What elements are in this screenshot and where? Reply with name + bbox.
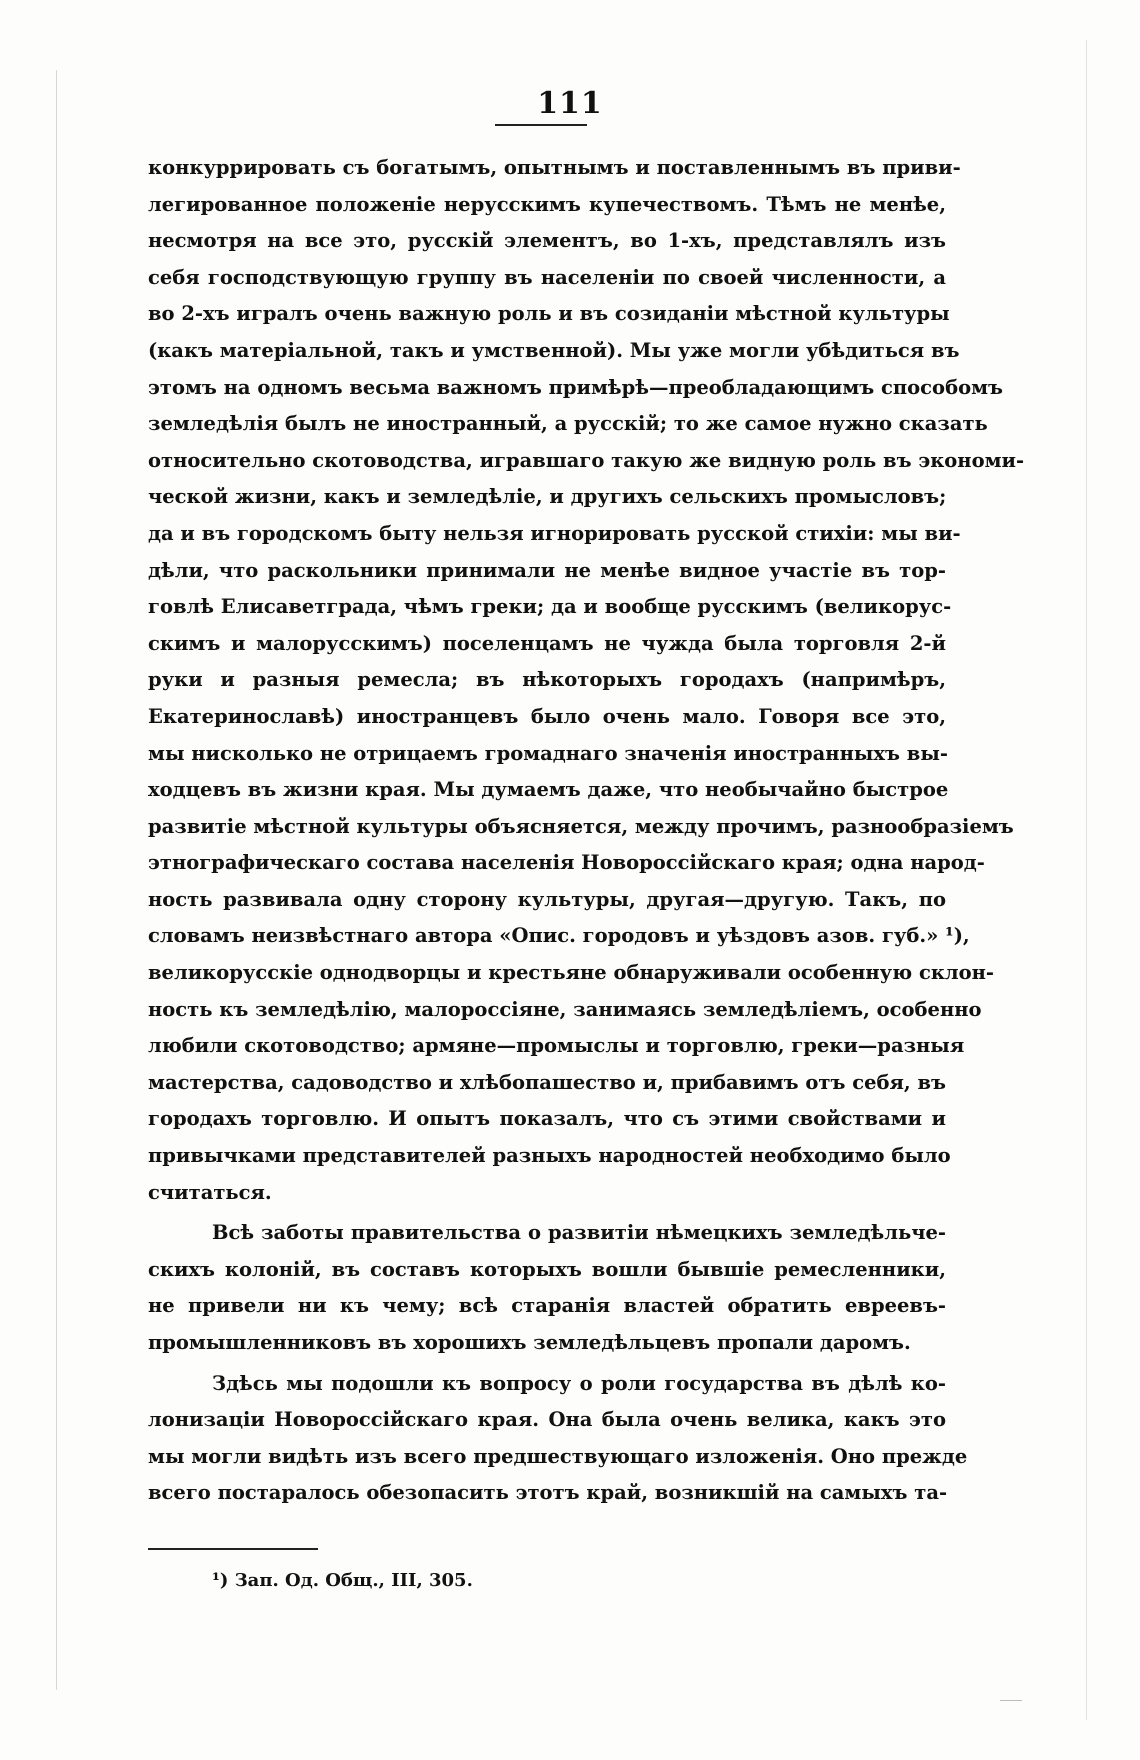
text-line: ческой жизни, какъ и земледѣліе, и другихъ сельскихъ промысловъ; xyxy=(148,485,947,509)
text-line: не привели ни къ чему; всѣ старанія властей обратить евреевъ- xyxy=(148,1294,946,1318)
text-line: всего постаралось обезопасить этотъ край, возникшій на самыхъ та- xyxy=(148,1481,948,1505)
text-line: этнографическаго состава населенія Новороссійскаго края; одна народ- xyxy=(148,851,985,875)
text-line: Всѣ заботы правительства о развитіи нѣмецкихъ земледѣльче- xyxy=(212,1221,946,1245)
text-line: любили скотоводство; армяне—промыслы и торговлю, греки—разныя xyxy=(148,1034,965,1058)
text-line: Екатеринославѣ) иностранцевъ было очень мало. Говоря все это, xyxy=(148,704,946,728)
text-line: несмотря на все это, русскій элементъ, во 1-хъ, представлялъ изъ xyxy=(148,229,946,253)
text-line: мастерства, садоводство и хлѣбопашество и, прибавимъ отъ себя, въ xyxy=(148,1070,946,1094)
text-line: относительно скотоводства, игравшаго такую же видную роль въ экономи- xyxy=(148,448,1025,472)
page-left-edge xyxy=(56,70,57,1690)
text-line: ходцевъ въ жизни края. Мы думаемъ даже, что необычайно быстрое xyxy=(148,778,949,802)
footnote-separator xyxy=(148,1548,318,1550)
text-line: мы нисколько не отрицаемъ громаднаго значенія иностранныхъ вы- xyxy=(148,741,948,765)
text-line: да и въ городскомъ быту нельзя игнорировать русской стихіи: мы ви- xyxy=(148,521,961,545)
text-line: ность развивала одну сторону культуры, другая—другую. Такъ, по xyxy=(148,887,946,911)
text-line: земледѣлія былъ не иностранный, а русскій; то же самое нужно сказать xyxy=(148,412,988,436)
text-line: скихъ колоній, въ составъ которыхъ вошли бывшіе ремесленники, xyxy=(148,1257,946,1281)
text-line: Здѣсь мы подошли къ вопросу о роли государства въ дѣлѣ ко- xyxy=(212,1371,946,1395)
text-line: мы могли видѣть изъ всего предшествующаго изложенія. Оно прежде xyxy=(148,1444,968,1468)
text-line: словамъ неизвѣстнаго автора «Опис. городовъ и уѣздовъ азов. губ.» ¹), xyxy=(148,924,970,948)
body-text xyxy=(148,150,1025,1512)
text-line: лонизаціи Новороссійскаго края. Она была очень велика, какъ это xyxy=(148,1408,946,1432)
text-line: промышленниковъ въ хорошихъ земледѣльцевъ пропали даромъ. xyxy=(148,1331,911,1354)
scan-mark xyxy=(1000,1700,1022,1701)
text-line: ность къ земледѣлію, малороссіяне, занимаясь земледѣліемъ, особенно xyxy=(148,997,982,1021)
text-line: городахъ торговлю. И опытъ показалъ, что съ этими свойствами и xyxy=(148,1107,946,1131)
text-line: себя господствующую группу въ населеніи по своей численности, а xyxy=(148,265,946,289)
text-line: во 2-хъ игралъ очень важную роль и въ созиданіи мѣстной культуры xyxy=(148,302,950,326)
text-line: говлѣ Елисаветграда, чѣмъ греки; да и вообще русскимъ (великорус- xyxy=(148,595,952,619)
footnote-marker: ¹) xyxy=(212,1570,229,1591)
footnote-text: Зап. Од. Общ., III, 305. xyxy=(234,1570,473,1591)
text-line: (какъ матеріальной, такъ и умственной). Мы уже могли убѣдиться въ xyxy=(148,338,960,362)
text-line: руки и разныя ремесла; въ нѣкоторыхъ городахъ (напримѣръ, xyxy=(148,668,946,692)
text-line: конкуррировать съ богатымъ, опытнымъ и поставленнымъ въ приви- xyxy=(148,156,961,179)
page-number-underline xyxy=(495,124,587,126)
text-line: этомъ на одномъ весьма важномъ примѣрѣ—преобладающимъ способомъ xyxy=(148,375,1003,399)
text-line: привычками представителей разныхъ народностей необходимо было xyxy=(148,1144,951,1168)
page-right-edge xyxy=(1086,40,1087,1720)
text-line: дѣли, что раскольники принимали не менѣе видное участіе въ тор- xyxy=(148,558,946,582)
footnote xyxy=(212,1570,473,1591)
text-line: великорусскіе однодворцы и крестьяне обнаруживали особенную склон- xyxy=(148,961,995,985)
text-line: легированное положеніе нерусскимъ купечествомъ. Тѣмъ не менѣе, xyxy=(148,192,946,216)
text-line: развитіе мѣстной культуры объясняется, между прочимъ, разнообразіемъ xyxy=(148,814,1014,838)
text-line: считаться. xyxy=(148,1180,272,1204)
text-line: скимъ и малорусскимъ) поселенцамъ не чужда была торговля 2-й xyxy=(148,631,946,655)
page-number: 111 xyxy=(537,86,603,121)
